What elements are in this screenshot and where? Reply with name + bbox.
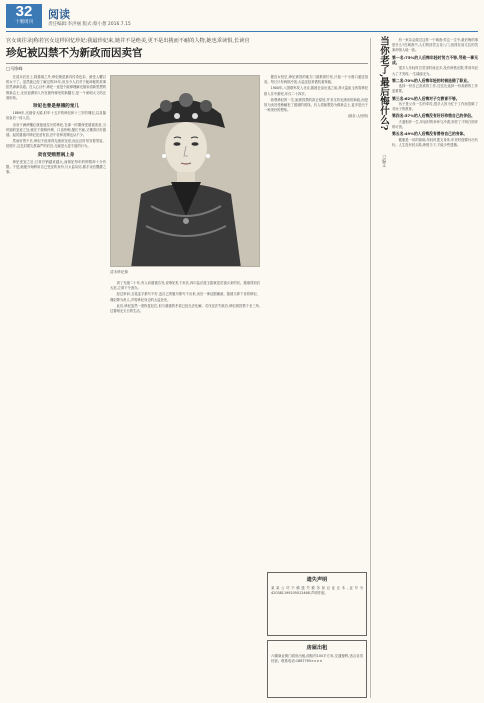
- side-article-author: □编文: [382, 154, 387, 167]
- page-number-badge: [6, 4, 42, 28]
- article-kicker: 宫女谈往录|称若宫女这样回忆珍妃:我最珍妃来,她并不是绝美,更不是出挑而不耐的人物,她也乖读惧,长读官: [6, 38, 250, 44]
- paragraph: 健康是一切的基础,年轻时透支身体,年老时便要付出代价。人生没有回头路,珍惜当下,才能少些遗憾。: [392, 137, 478, 147]
- main-article: [6, 38, 368, 314]
- article-column-2: [110, 281, 260, 315]
- paragraph: 很多人年轻时总觉得时间还多,没有珍惜光阴,等到年纪大了才发现,一生碌碌无为。: [392, 66, 478, 76]
- paragraph: 夫妻相伴一生,年轻时的争吵与冷漠,到老了才明白陪伴的可贵。: [392, 119, 478, 130]
- section-subhead: 珍妃也曾是慈禧的宠儿: [33, 104, 79, 110]
- lost-notice-box: [267, 572, 367, 636]
- portrait-photo: [110, 75, 260, 267]
- notice-body: 某某公司不慎遗失税务登记证正本,证号为420381199205012468,声明作废。: [271, 586, 363, 595]
- side-article-title: 当你老了,最后悔什么?: [378, 36, 389, 131]
- page-number: 32: [15, 3, 33, 20]
- list-heading: 第三名:62%的人后悔对子女教育不够。: [392, 95, 460, 101]
- paragraph: 到了光绪二十年,有人向慈禧告发,说珍妃私下卖官,四川盐法道玉铭就是花钱买来的官。慈禧得知后大怒,立即下令查办。: [110, 281, 260, 291]
- paragraph: 此后,珍妃虽然一度恢复妃位,但与慈禧的矛盾已经无法化解。戊戌变法失败后,珍妃被囚禁于北三所,过着暗无天日的生活。: [110, 303, 260, 314]
- side-article-body: [392, 38, 478, 149]
- paragraph: 然而好景不长,珍妃不但深得光绪帝宠爱,而且还时常穿着男装、拍照片,这在封建礼教森严的后宫,无疑是大逆不道的行为。: [6, 139, 106, 149]
- paragraph: 孩子是父母一生的牵挂,很多人因为忙于工作而忽略了对孩子的教育。: [392, 102, 478, 112]
- paragraph: 经过审问,玉铭连字都写不好,连自己的履历都写不出来,卖官一事证据确凿。慈禧当即下旨将珍妃、瑾妃降为贵人,并将珍妃身边的太监处死。: [110, 292, 260, 302]
- paper-name: 十堰周刊: [15, 20, 33, 25]
- header-divider: [6, 31, 478, 32]
- title-divider: [6, 63, 368, 64]
- photo-caption: 清末珍妃像: [110, 270, 128, 274]
- notice-body: 六堰商业街门面房出租,面积约100平方米,交通便利,适合各类经营。联系电话:1887765××××: [271, 654, 363, 663]
- article-author: □马铮峰: [6, 66, 23, 71]
- paragraph: 据宫女回忆,珍妃被囚的地方门窗都被钉死,只留一个小窗口递送饭食。每日只有两顿冷饭,太监还经常借机羞辱她。: [264, 75, 368, 85]
- paragraph: 珍妃受宠之后,日常开销越来越大,而嫔妃每年的例银却十分有限。于是,她便开始利用自己受宠的身份,与太监勾结,插手卖官鬻爵之事。: [6, 159, 106, 175]
- rental-notice-box: [267, 640, 367, 698]
- paragraph: 出身于满洲镶红旗他他拉氏的珍妃,在那一时期深受慈禧喜爱,当时她的宠爱之处,就在于聪明伶俐、口齿伶俐,擅长书画,又懂得讨好慈禧。起初慈禧对珍妃宠爱有加,宫中各种赏赐也从不少。: [6, 122, 106, 138]
- paragraph: 选择一份自己喜欢的工作,往往比选择一份高薪的工作更重要。: [392, 84, 478, 94]
- side-article: [374, 36, 478, 698]
- notice-title: 房屋出租: [306, 645, 328, 651]
- list-heading: 第二名:70%的人后悔年轻的时候选错了职业。: [392, 77, 471, 83]
- paragraph: 1900年,八国联军攻入北京,慈禧仓皇出逃之前,命太监崔玉贵将珍妃推入井中溺死,年仅二十四岁。: [264, 86, 368, 96]
- paragraph: 1889年,光绪帝大婚,时年十五岁的珍妃和十三岁的瑾妃,以及隆裕皇后一同入宫。: [6, 111, 106, 121]
- paragraph: 有一家杂志做过这样一个调查:你这一生中,最后悔的事是什么?在调查中,人们的回答五花八门,但排在前几位的答案却惊人地一致。: [392, 38, 478, 53]
- list-heading: 第一名:75%的人后悔年轻时努力不够,导致一事无成。: [392, 54, 478, 66]
- article-source: (摘自:人民网): [347, 114, 368, 119]
- section-subhead: 卖官受贿惹祸上身: [37, 152, 75, 158]
- column-divider: [370, 38, 371, 698]
- list-heading: 第五名:49%的人后悔没有善待自己的身体。: [392, 131, 468, 137]
- portrait-illustration: [111, 76, 260, 267]
- article-column-1: [6, 75, 106, 176]
- editor-credits: 责任编辑:李洪丽 版式:蔡小想 2016.7.15: [48, 22, 131, 27]
- list-heading: 第四名:57%的人后悔没有好好珍惜自己的伴侣。: [392, 113, 475, 119]
- notice-title: 遗失声明: [306, 577, 328, 583]
- page-header: [6, 4, 478, 32]
- paragraph: 纵观珍妃的一生,她被囚禁的真正原因,并非支持光绪帝的新政,而是因为卖官受贿触犯了慈禧的底线。后人将她塑造为维新志士,更多是出于一种美好的想象。: [264, 97, 368, 113]
- article-title: 珍妃被囚禁不为新政而因卖官: [6, 47, 143, 59]
- article-column-3: [264, 75, 368, 121]
- section-title: 阅读: [48, 8, 70, 21]
- paragraph: 在清末后宫上,除慈禧之外,珍妃就是最具传奇色彩、最受人瞩目的女子了。虽然她已经了解过的25年,但至今人们对于她神秘的故事依然津津乐道。在人心目中,珍妃一直是个能够理解光绪帝清新思想的维新志士,无论追溯到入冷宫最终惨死的新疆石,是一个深明大义的正面形象。: [6, 75, 106, 100]
